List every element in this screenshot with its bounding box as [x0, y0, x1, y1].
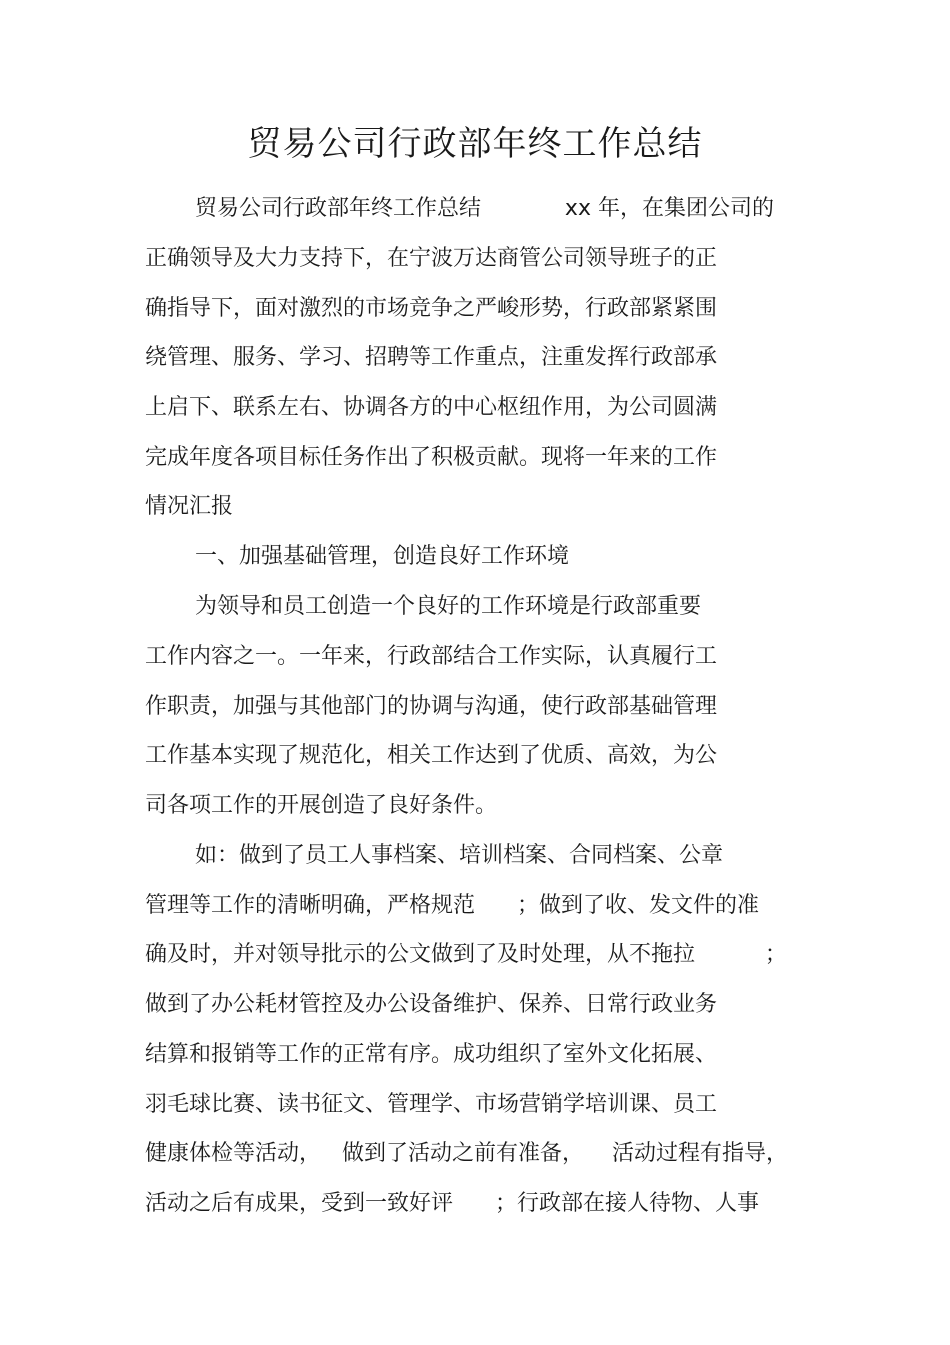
- paragraph-line: 做到了办公耗材管控及办公设备维护、保养、日常行政业务: [145, 992, 718, 1017]
- paragraph-line: 为领导和员工创造一个良好的工作环境是行政部重要: [195, 594, 702, 619]
- paragraph-line: 管理等工作的清晰明确，严格规范 ；做到了收、发文件的准: [145, 893, 759, 918]
- paragraph-line: 结算和报销等工作的正常有序。成功组织了室外文化拓展、: [145, 1042, 718, 1067]
- paragraph-line: 正确领导及大力支持下，在宁波万达商管公司领导班子的正: [145, 246, 718, 271]
- paragraph-line: 确及时，并对领导批示的公文做到了及时处理，从不拖拉 ；: [145, 942, 787, 967]
- paragraph-line: 羽毛球比赛、读书征文、管理学、市场营销学培训课、员工: [145, 1092, 718, 1117]
- paragraph-line: 活动之后有成果，受到一致好评 ；行政部在接人待物、人事: [145, 1191, 759, 1216]
- paragraph-line: 绕管理、服务、学习、招聘等工作重点，注重发挥行政部承: [145, 345, 718, 370]
- paragraph-line: 作职责，加强与其他部门的协调与沟通，使行政部基础管理: [145, 694, 718, 719]
- document-title: 贸易公司行政部年终工作总结: [247, 124, 703, 164]
- paragraph-line: 如：做到了员工人事档案、培训档案、合同档案、公章: [195, 843, 724, 868]
- paragraph-line: 司各项工作的开展创造了良好条件。: [145, 793, 498, 818]
- paragraph-line: 情况汇报: [145, 494, 234, 519]
- paragraph-line: 上启下、联系左右、协调各方的中心枢纽作用，为公司圆满: [145, 395, 718, 420]
- paragraph-line: 健康体检等活动， 做到了活动之前有准备， 活动过程有指导，: [145, 1141, 788, 1166]
- section-heading: 一、加强基础管理，创造良好工作环境: [195, 544, 570, 569]
- paragraph-line: 完成年度各项目标任务作出了积极贡献。现将一年来的工作: [145, 445, 718, 470]
- paragraph-line: 工作内容之一。一年来，行政部结合工作实际，认真履行工: [145, 644, 718, 669]
- paragraph-line: 工作基本实现了规范化，相关工作达到了优质、高效，为公: [145, 743, 718, 768]
- paragraph-line: 确指导下，面对激烈的市场竞争之严峻形势，行政部紧紧围: [145, 296, 718, 321]
- paragraph-line: 贸易公司行政部年终工作总结 xx 年，在集团公司的: [195, 196, 774, 221]
